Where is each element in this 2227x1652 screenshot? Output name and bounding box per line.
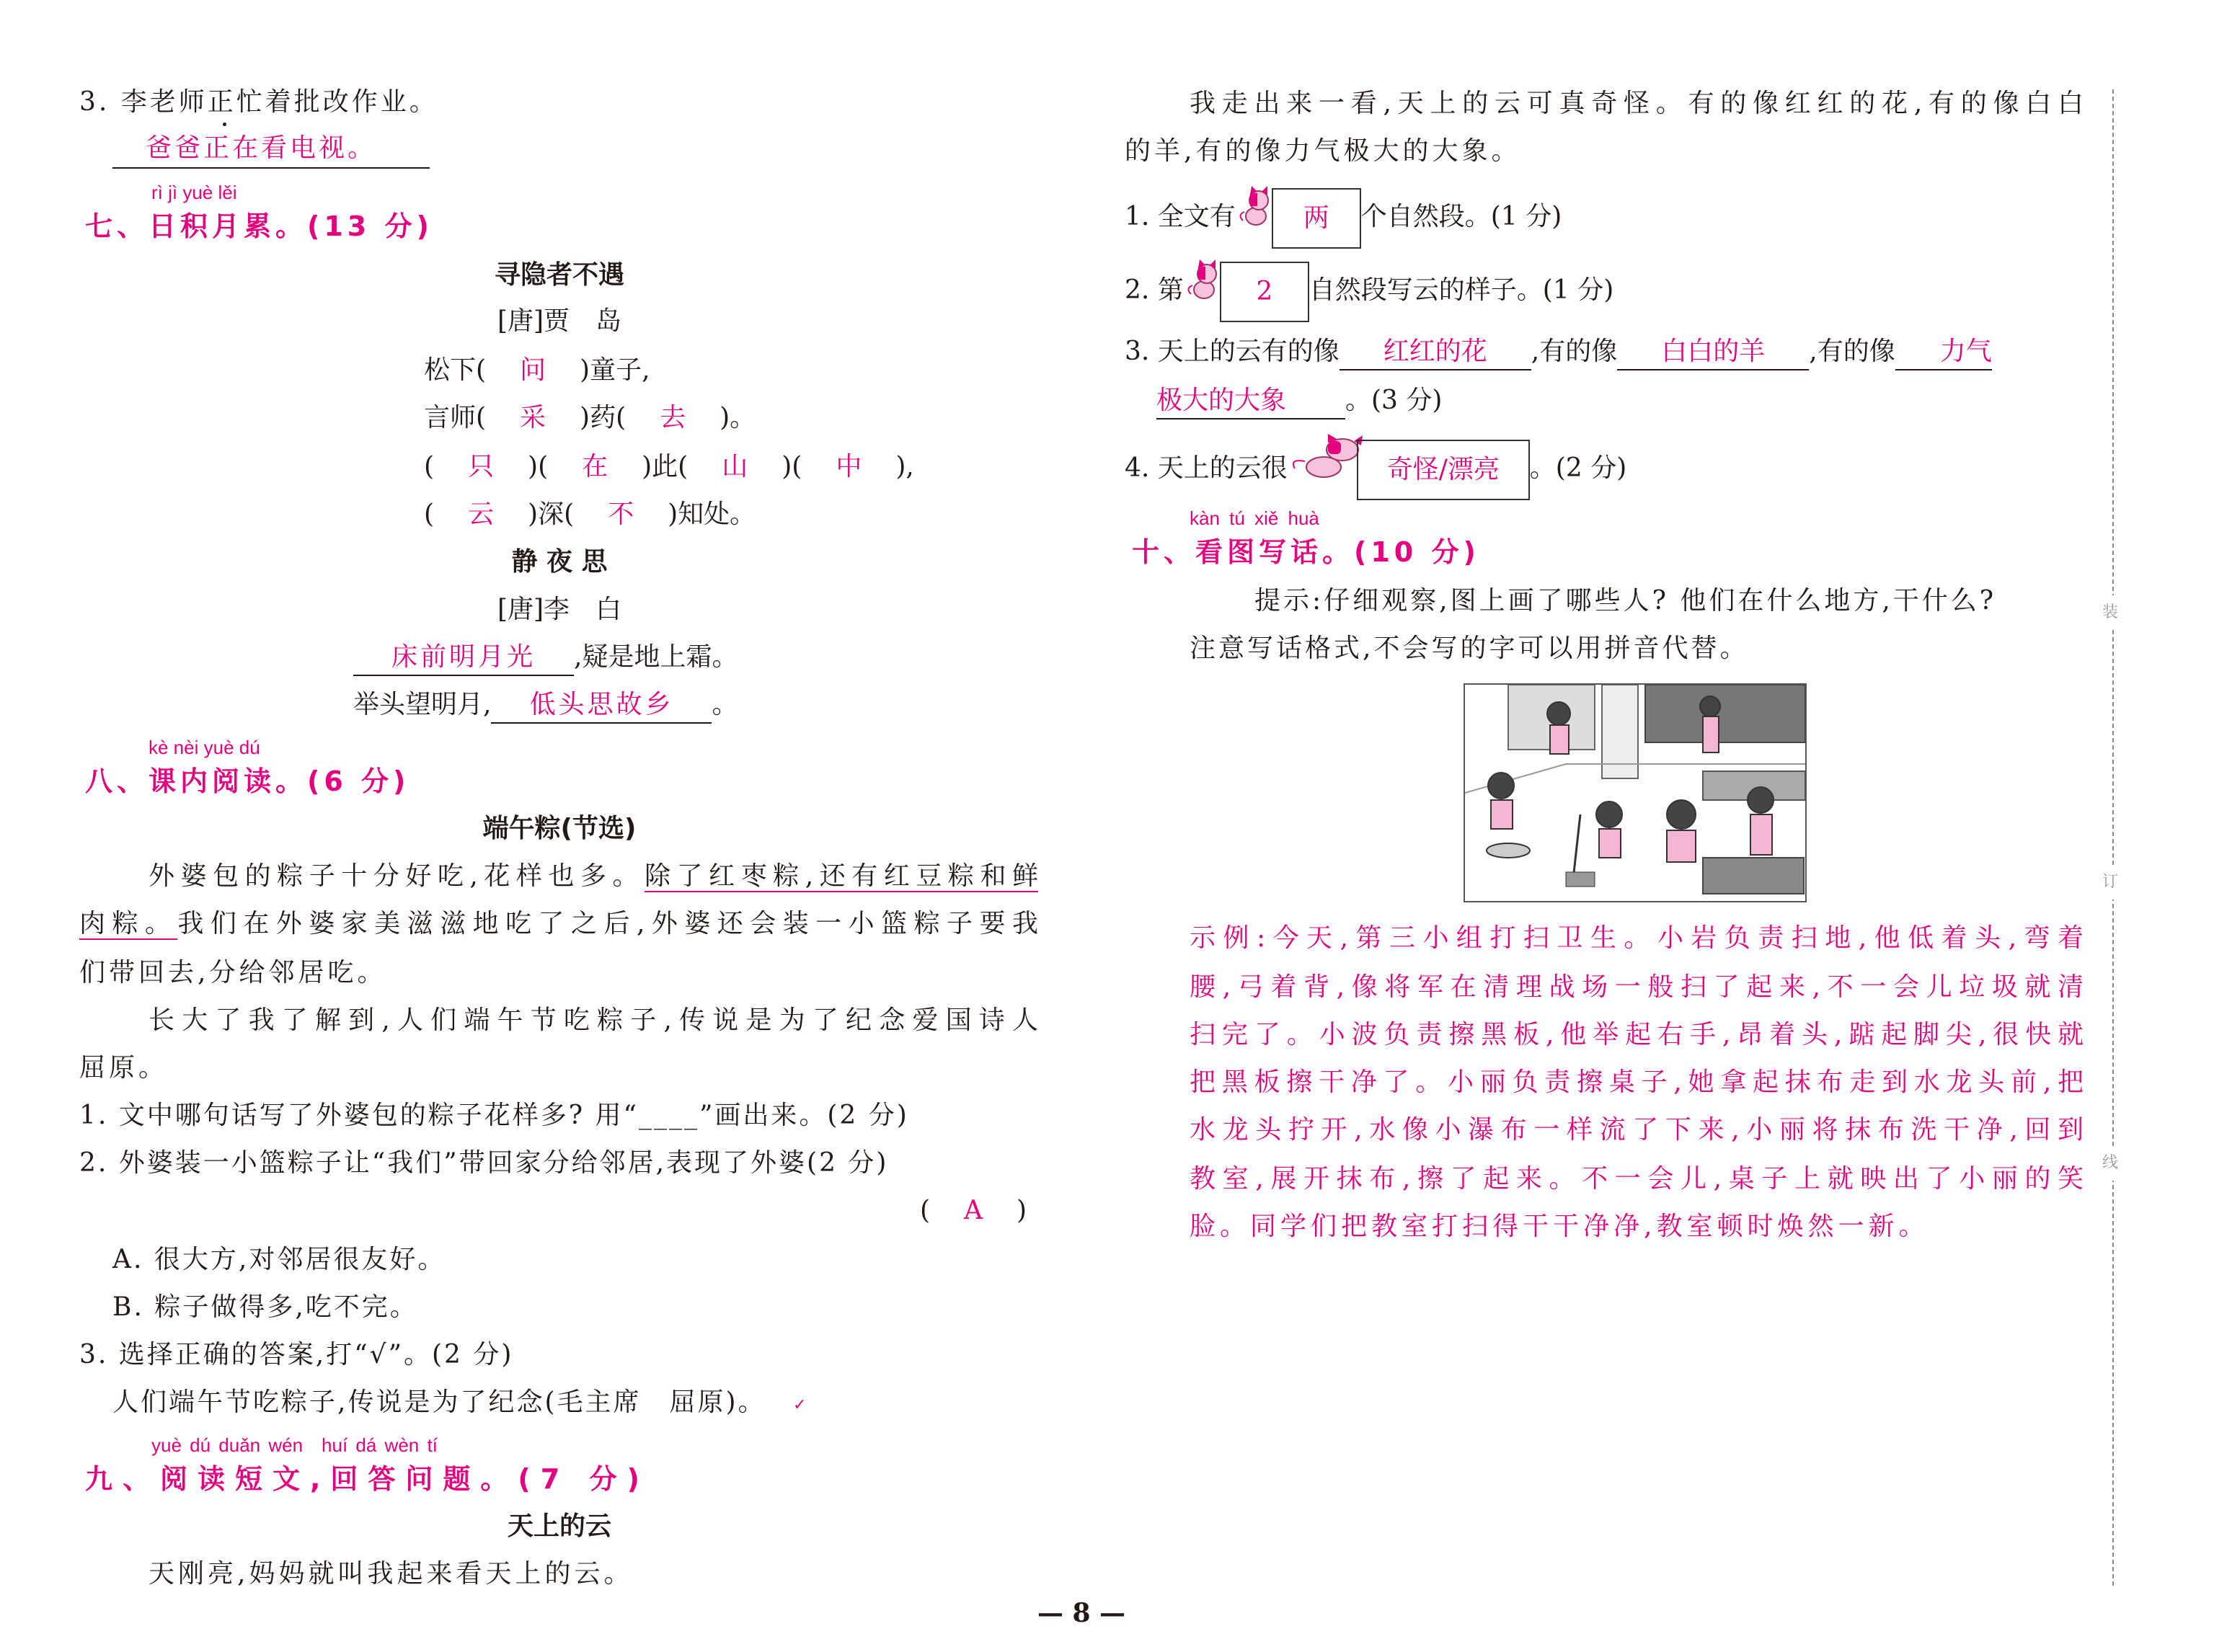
answer: 山: [722, 452, 748, 481]
section-9-pinyin: yuè dú duǎn wén huí dá wèn tí: [151, 1434, 438, 1456]
answer: 白白的羊: [1617, 334, 1809, 370]
answer: 低头思故乡: [491, 688, 712, 724]
passage-line: 的羊,有的像力气极大的大象。: [1125, 136, 1521, 166]
question-2-answer-bracket: ( A ): [920, 1194, 1027, 1228]
passage-line: 们带回去,分给邻居吃。: [79, 958, 387, 987]
answer-box: 2: [1220, 262, 1309, 322]
binding-mark: 线: [2102, 1146, 2118, 1181]
r-question-1: 1. 全文有 两 个自然段。(1 分): [1125, 185, 1562, 249]
underlined-sentence: 肉粽。: [79, 909, 178, 938]
passage-line: 外婆包的粽子十分好吃,花样也多。除了红枣粽,还有红豆粽和鲜: [149, 861, 1038, 891]
answer: 红红的花: [1340, 334, 1531, 370]
poem-1-line-2: 言师( 采 )药( 去 )。: [424, 401, 756, 435]
question-2: 2. 外婆装一小篮粽子让“我们”带回家分给邻居,表现了外婆(2 分): [79, 1148, 889, 1178]
poem-2-title: 静 夜 思: [511, 547, 608, 577]
exercise-3-answer: 爸爸正在看电视。: [146, 133, 377, 163]
answer-line: 脸。同学们把教室打扫得干干净净,教室顿时焕然一新。: [1190, 1212, 1929, 1241]
poem-2-line-2: 举头望明月, 低头思故乡 。: [353, 688, 738, 724]
answer-line: 教室,展开抹布,擦了起来。不一会儿,桌子上就映出了小丽的笑: [1190, 1164, 2084, 1194]
section-10-heading: 十、看图写话。(10 分): [1132, 536, 1480, 568]
answer-box: 奇怪/漂亮: [1357, 440, 1530, 500]
option-a: A. 很大方,对邻居很友好。: [112, 1245, 446, 1274]
poem-2-author: [唐]李 白: [497, 595, 622, 624]
passage-title: 端午粽(节选): [482, 814, 637, 843]
answer-line: 把黑板擦干净了。小丽负责擦桌子,她拿起抹布走到水龙头前,把: [1190, 1067, 2084, 1097]
answer: 在: [582, 452, 608, 481]
r-question-3: 3. 天上的云有的像 红红的花 ,有的像 白白的羊 ,有的像 力气: [1125, 334, 1992, 370]
passage-line: 我走出来一看,天上的云可真奇怪。有的像红红的花,有的像白白: [1190, 89, 2084, 118]
exercise-3-sentence: 3. 李老师正忙着批改作业。: [79, 87, 438, 117]
answer-line: 示例:今天,第三小组打扫卫生。小岩负责扫地,他低着头,弯着: [1190, 923, 2084, 953]
passage-line: 肉粽。我们在外婆家美滋滋地吃了之后,外婆还会装一小篮粽子要我: [79, 909, 1038, 938]
answer: 云: [468, 499, 495, 529]
cat-icon: [1184, 258, 1220, 326]
section-7-pinyin: rì jì yuè lěi: [151, 182, 237, 203]
question-3: 3. 选择正确的答案,打“√”。(2 分): [79, 1340, 514, 1369]
section-7-heading: 七、日积月累。(13 分): [85, 210, 433, 242]
poem-1-title: 寻隐者不遇: [494, 260, 625, 290]
page-number: — 8 —: [1037, 1598, 1126, 1628]
r-question-4: 4. 天上的云很 奇怪/漂亮 。(2 分): [1125, 432, 1626, 497]
binding-mark: 装: [2102, 595, 2118, 630]
hint-line-1: 提示:仔细观察,图上画了哪些人? 他们在什么地方,干什么?: [1254, 586, 1997, 616]
answer-line: 扫完了。小波负责擦黑板,他举起右手,昂着头,踮起脚尖,很快就: [1190, 1020, 2084, 1049]
answer-line: 腰,弓着背,像将军在清理战场一般扫了起来,不一会儿垃圾就清: [1190, 972, 2084, 1002]
section-8-pinyin: kè nèi yuè dú: [149, 737, 260, 758]
option-b: B. 粽子做得多,吃不完。: [112, 1292, 418, 1322]
emphasis-dot: [223, 123, 226, 126]
answer: 床前明月光: [353, 640, 574, 676]
exercise-3-answer-line: [112, 131, 430, 169]
poem-1-line-3: ( 只 )( 在 )此( 山 )( 中 ),: [424, 450, 914, 484]
question-1: 1. 文中哪句话写了外婆包的粽子花样多? 用“____”画出来。(2 分): [79, 1101, 909, 1130]
poem-1-line-1: 松下( 问 )童子,: [424, 353, 650, 388]
answer-line: 水龙头拧开,水像小瀑布一样流了下来,小丽将抹布洗干净,回到: [1190, 1115, 2084, 1145]
answer: 去: [660, 403, 686, 432]
answer: 不: [608, 499, 634, 529]
section-8-heading: 八、课内阅读。(6 分): [85, 765, 410, 797]
binding-mark: 订: [2102, 865, 2118, 900]
poem-2-line-1: 床前明月光 ,疑是地上霜。: [353, 640, 738, 676]
answer: 极大的大象: [1156, 383, 1345, 419]
answer: 问: [520, 355, 546, 385]
cat-icon: [1288, 432, 1367, 507]
classroom-cleaning-illustration: [1464, 683, 1807, 902]
cat-icon: [1236, 185, 1272, 252]
binding-dashed-line: [2112, 89, 2114, 1586]
passage-line: 长大了我了解到,人们端午节吃粽子,传说是为了纪念爱国诗人: [149, 1005, 1038, 1035]
answer: 力气: [1895, 334, 1992, 370]
answer: 只: [468, 452, 495, 481]
hint-line-2: 注意写话格式,不会写的字可以用拼音代替。: [1190, 634, 1749, 663]
passage-line: 天刚亮,妈妈就叫我起来看天上的云。: [149, 1559, 634, 1589]
section-9-heading: 九、阅读短文,回答问题。(7 分): [85, 1463, 650, 1495]
check-mark: ✓: [793, 1396, 807, 1414]
answer: 中: [836, 452, 862, 481]
answer-box: 两: [1272, 188, 1361, 249]
r-question-3-cont: 极大的大象 。(3 分): [1156, 383, 1442, 419]
section-10-pinyin: kàn tú xiě huà: [1190, 507, 1319, 529]
passage-title: 天上的云: [507, 1511, 612, 1541]
passage-line: 屈原。: [79, 1053, 169, 1083]
answer: A: [964, 1196, 983, 1225]
r-question-2: 2. 第 2 自然段写云的样子。(1 分): [1125, 258, 1613, 323]
question-3-text: 人们端午节吃粽子,传说是为了纪念(毛主席 屈原)。: [112, 1387, 766, 1417]
poem-1-author: [唐]贾 岛: [497, 306, 622, 336]
poem-1-line-4: ( 云 )深( 不 )知处。: [424, 497, 756, 532]
underlined-sentence: 除了红枣粽,还有红豆粽和鲜: [645, 861, 1038, 891]
answer: 采: [520, 403, 546, 432]
